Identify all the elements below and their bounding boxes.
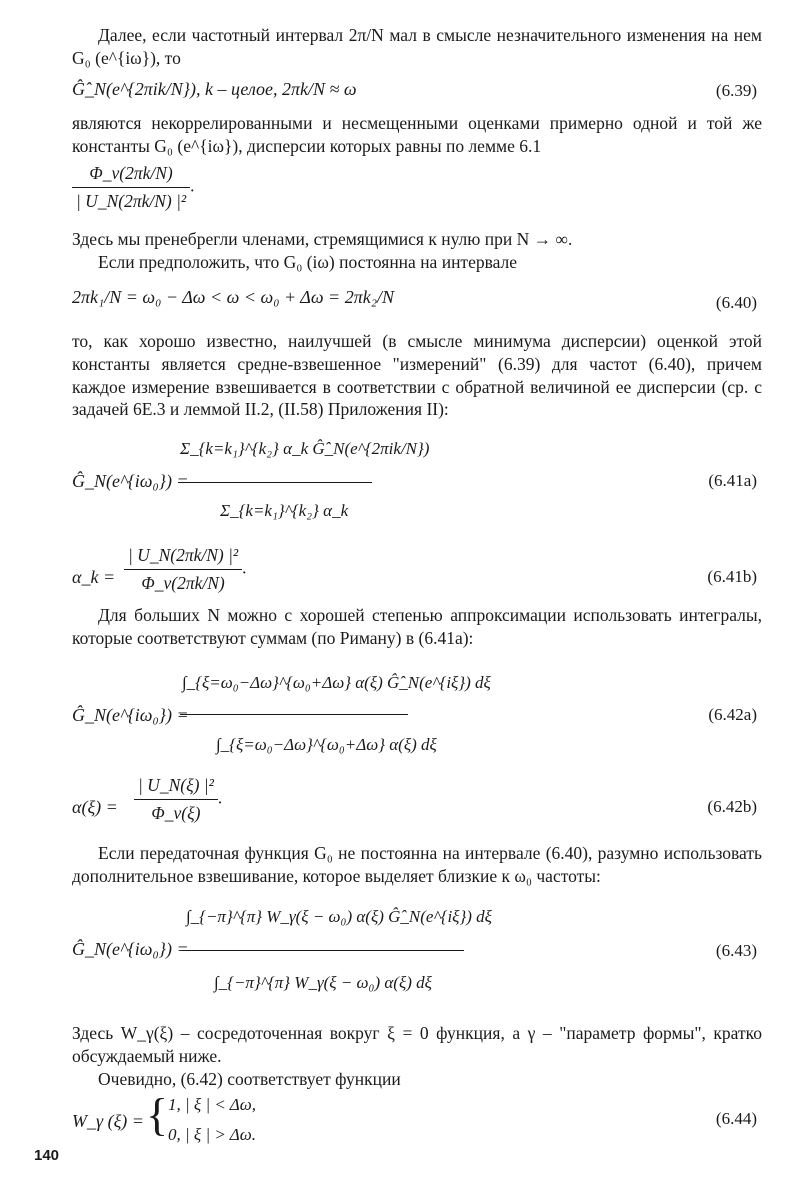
paragraph-text: Если предположить, что G₀ (iω) постоянна на интервале bbox=[98, 252, 518, 272]
page-number: 140 bbox=[34, 1147, 60, 1164]
fraction bbox=[72, 162, 190, 213]
denominator: Φ_v(ξ) bbox=[151, 802, 201, 823]
equation-6-42a-lhs: Ĝ_N(e^{iω₀}) = bbox=[72, 705, 189, 725]
left-brace-icon: { bbox=[146, 1089, 169, 1140]
equation-6-43-lhs: Ĝ_N(e^{iω₀}) = bbox=[72, 939, 189, 959]
numerator: | U_N(ξ) |² bbox=[134, 774, 218, 800]
equation-6-43-numerator: ∫_{−π}^{π} W_γ(ξ − ω₀) α(ξ) Ĝ̂_N(e^{iξ}) dξ bbox=[186, 907, 492, 926]
equation-6-42b-fraction: $\frac{\text{| U\_N(ξ) |²}}{\Phi\_v(\xi)}$ . bbox=[134, 774, 222, 825]
equation-6-41a-numerator: Σ_{k=k₁}^{k₂} α_k Ĝ̂_N(e^{2πik/N}) bbox=[180, 439, 430, 458]
paragraph-text: то, как хорошо известно, наилучшей (в смысле минимума дисперсии) оценкой этой константы является средне-взвешенное "измерений" (6.39) для частот (6.40), причем каждое измерение взвешивается в соответствии с обратной величиной ее дисперсии (ср. с задачей 6E.3 и леммой II.2, (II.58) Приложения II): bbox=[72, 331, 762, 420]
equation-6-44-case-1: 1, | ξ | < Δω, bbox=[168, 1095, 257, 1114]
paragraph-text: Очевидно, (6.42) соответствует функции bbox=[98, 1069, 401, 1089]
fraction bbox=[134, 774, 218, 825]
equation-label-6-42b: (6.42b) bbox=[707, 797, 757, 816]
equation-6-42a-numerator: ∫_{ξ=ω₀−Δω}^{ω₀+Δω} α(ξ) Ĝ̂_N(e^{iξ}) dξ bbox=[182, 673, 491, 692]
equation-6-43-denominator: ∫_{−π}^{π} W_γ(ξ − ω₀) α(ξ) dξ bbox=[214, 973, 432, 992]
paragraph-text: являются некоррелированными и несмещенными оценками примерно одной и той же константы G₀ (e^{iω}), дисперсии которых равны по лемме 6.1 bbox=[72, 113, 762, 156]
fraction-bar bbox=[180, 714, 408, 715]
paragraph-text: Здесь мы пренебрегли членами, стремящимися к нулю при N → ∞. bbox=[72, 229, 573, 249]
denominator: Φ_v(2πk/N) bbox=[141, 572, 225, 593]
equation-6-41a-denominator: Σ_{k=k₁}^{k₂} α_k bbox=[220, 501, 349, 520]
paragraph-4 bbox=[72, 251, 762, 274]
equation-6-41b-fraction: $\frac{\text{| U\_N(2πk/N) |²}}{\Phi\_v(2\pi k/N)}$ . bbox=[124, 544, 247, 595]
equation-label-6-44: (6.44) bbox=[715, 1109, 757, 1128]
equation-6-42a-denominator: ∫_{ξ=ω₀−Δω}^{ω₀+Δω} α(ξ) dξ bbox=[216, 735, 437, 754]
paragraph-9 bbox=[72, 1068, 762, 1091]
paragraph-6 bbox=[72, 604, 762, 650]
fraction-bar bbox=[178, 482, 372, 483]
numerator: Φ_v(2πk/N) bbox=[72, 162, 190, 188]
equation-6-41a-lhs: Ĝ_N(e^{iω₀}) = bbox=[72, 471, 189, 491]
equation-label-6-42a: (6.42a) bbox=[708, 705, 757, 724]
equation-label-6-43: (6.43) bbox=[715, 941, 757, 960]
equation-label-6-40: (6.40) bbox=[715, 293, 757, 312]
paragraph-text: Далее, если частотный интервал 2π/N мал в смысле незначительного изменения на нем G₀ (e^{iω}), то bbox=[72, 25, 762, 68]
paragraph-text: Здесь W_γ(ξ) – сосредоточенная вокруг ξ = 0 функция, а γ – "параметр формы", кратко обсуждаемый ниже. bbox=[72, 1023, 762, 1066]
equation-label-6-41a: (6.41a) bbox=[708, 471, 757, 490]
equation-6-41b-lhs: α_k = bbox=[72, 567, 116, 587]
denominator: | U_N(2πk/N) |² bbox=[76, 190, 187, 211]
equation-6-44-case-2: 0, | ξ | > Δω. bbox=[168, 1125, 257, 1144]
numerator: | U_N(2πk/N) |² bbox=[124, 544, 242, 570]
equation-6-40 bbox=[72, 286, 394, 309]
equation-variance-fraction: $\frac{\Phi\_v(2\pi k/N)}{\text{| U\_N(2πk/N) |²}}$ . bbox=[72, 162, 195, 213]
equation-label-6-41b: (6.41b) bbox=[707, 567, 757, 586]
paragraph-7 bbox=[72, 842, 762, 888]
paragraph-3 bbox=[72, 228, 762, 251]
paragraph-1 bbox=[72, 24, 762, 70]
paragraph-text: Если передаточная функция G₀ не постоянна на интервале (6.40), разумно использовать дополнительное взвешивание, которое выделяет близкие к ω₀ частоты: bbox=[72, 843, 762, 886]
equation-text: 2πk₁/N = ω₀ − Δω < ω < ω₀ + Δω = 2πk₂/N bbox=[72, 287, 394, 307]
paragraph-text: Для больших N можно с хорошей степенью аппроксимации использовать интегралы, которые соответствуют суммам (по Риману) в (6.41a): bbox=[72, 605, 762, 648]
fraction-bar bbox=[182, 950, 464, 951]
fraction bbox=[124, 544, 242, 595]
paragraph-8 bbox=[72, 1022, 762, 1068]
paragraph-2 bbox=[72, 112, 762, 158]
equation-6-44-lhs: W_γ (ξ) = bbox=[72, 1111, 144, 1131]
equation-label-6-39: (6.39) bbox=[715, 81, 757, 100]
equation-6-39 bbox=[72, 78, 357, 101]
equation-6-42b-lhs: α(ξ) = bbox=[72, 797, 118, 817]
paragraph-5 bbox=[72, 330, 762, 421]
equation-text: Ĝ̂_N(e^{2πik/N}), k – целое, 2πk/N ≈ ω bbox=[72, 79, 357, 99]
